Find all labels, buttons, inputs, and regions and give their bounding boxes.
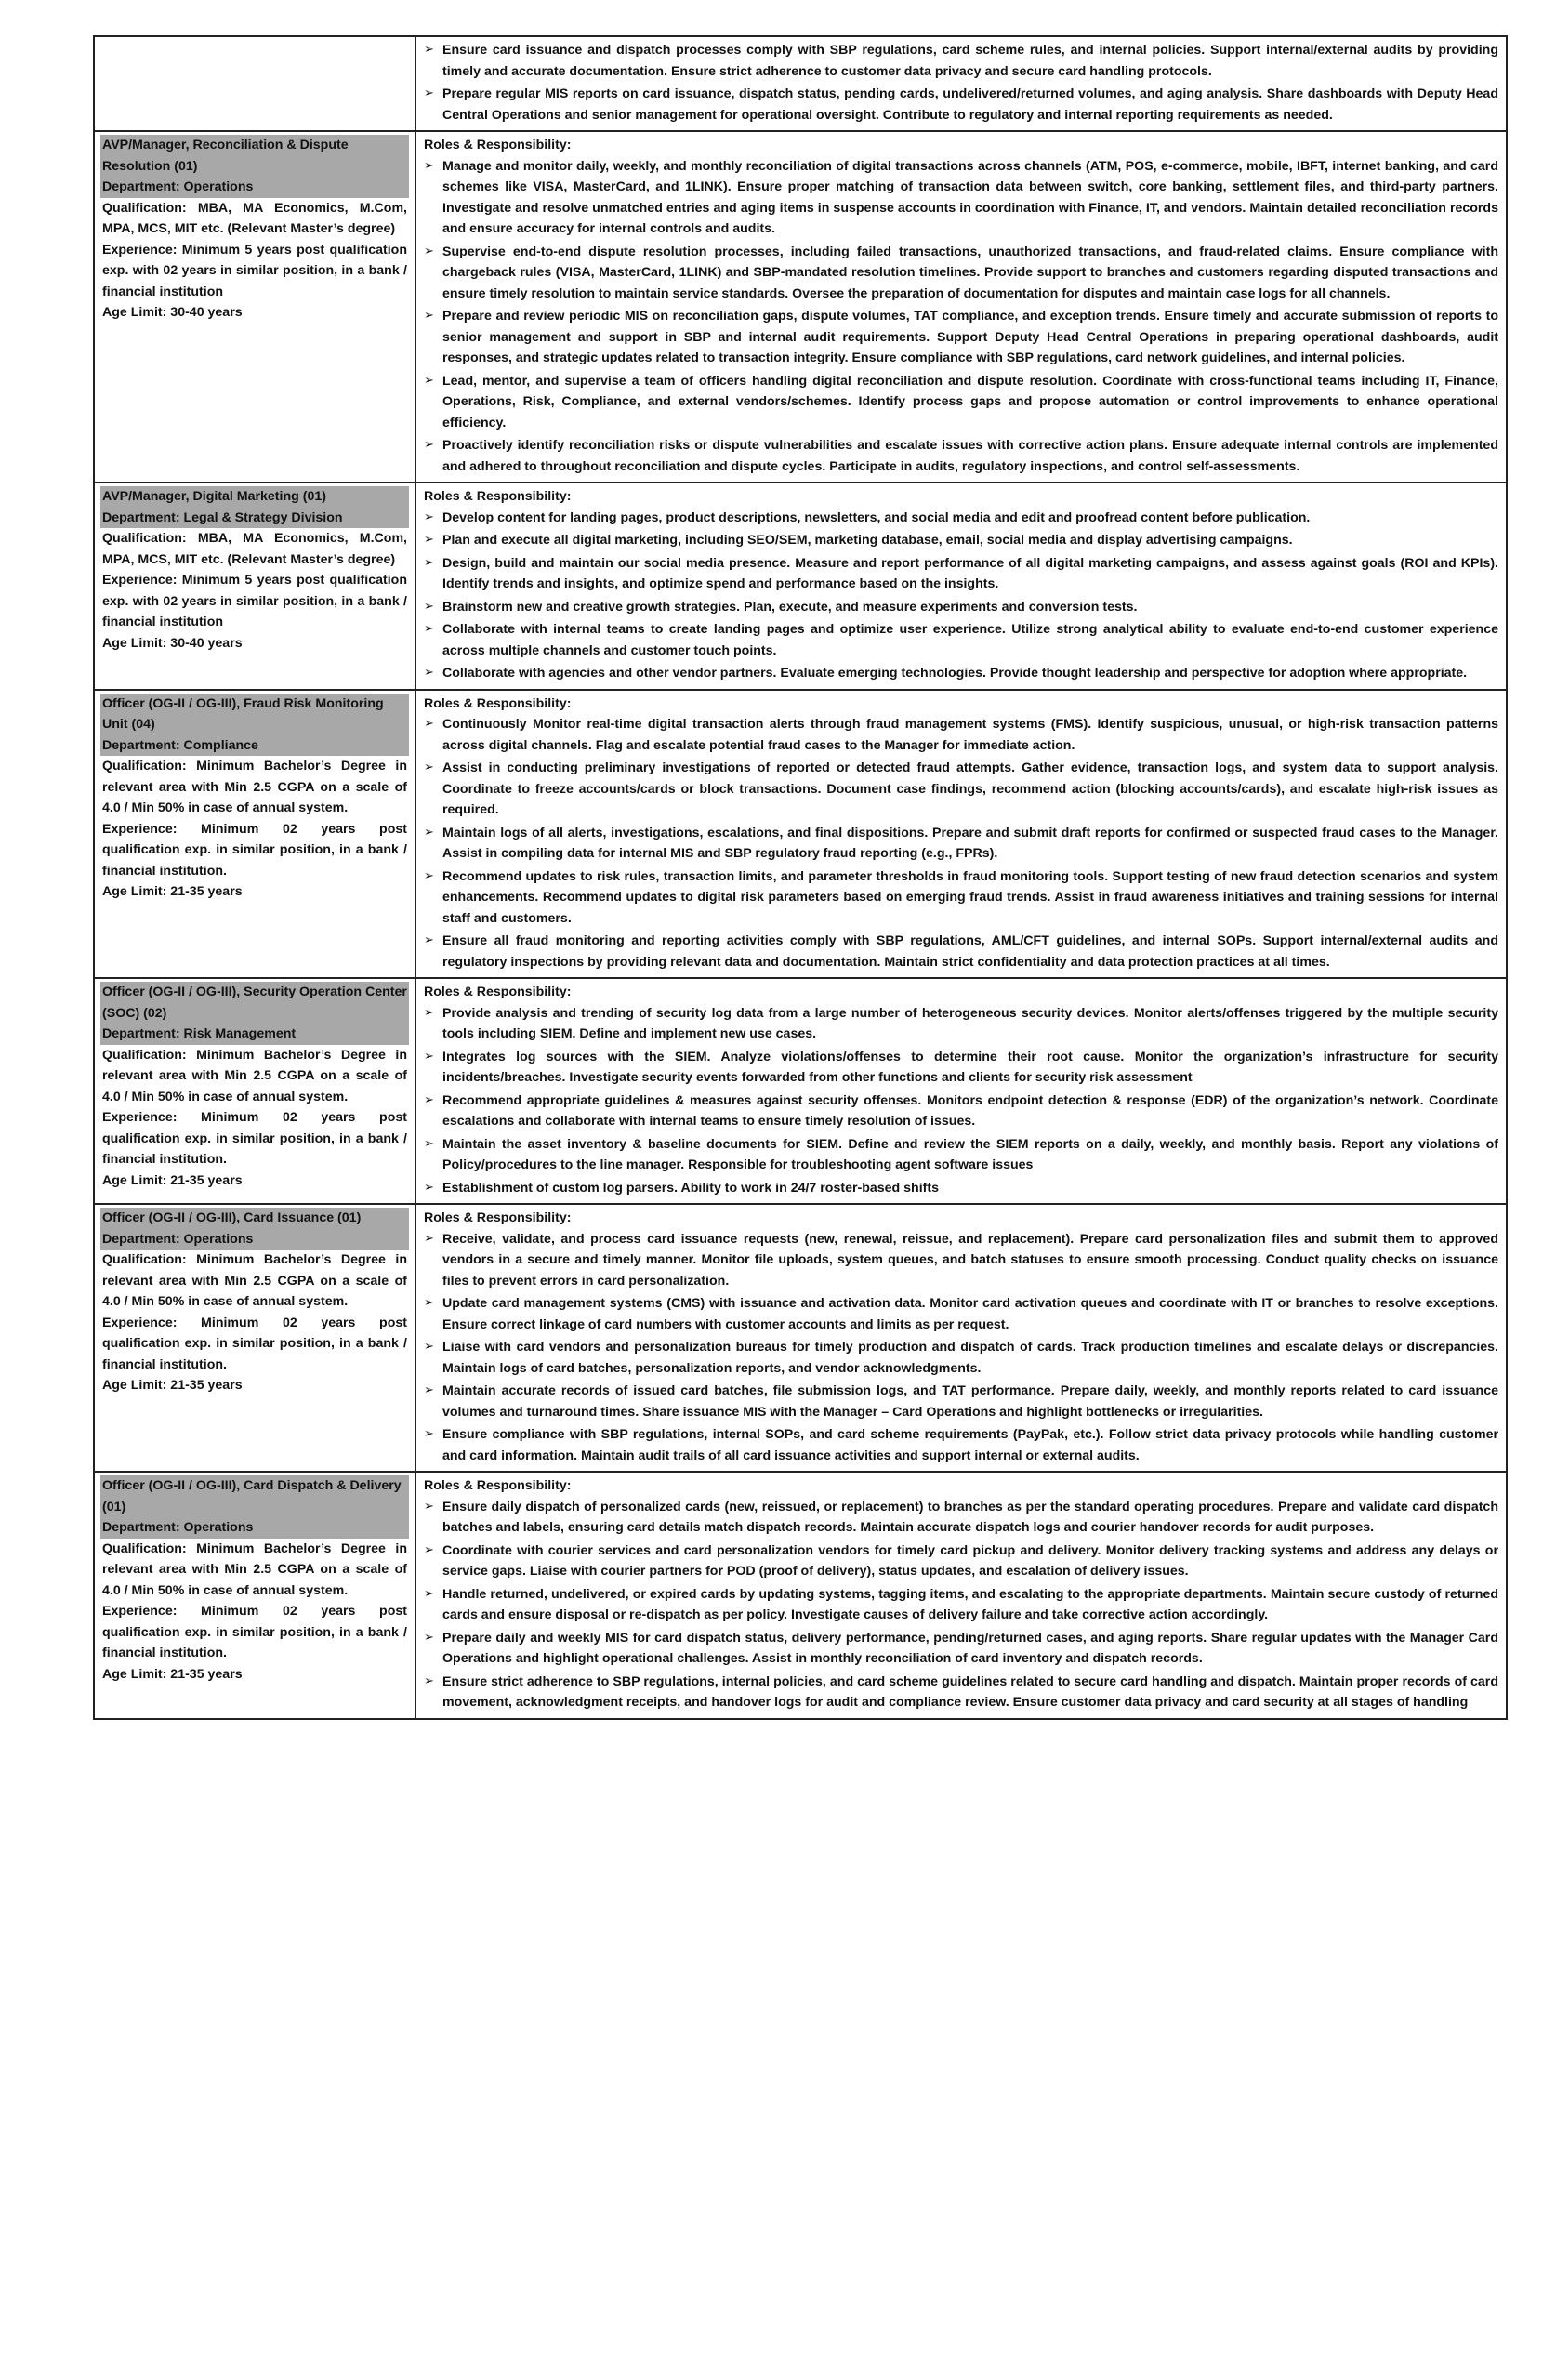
qualification-text: Qualification: MBA, MA Economics, M.Com, MPA, MCS, MIT etc. (Relevant Master’s degree) xyxy=(102,531,407,567)
arrow-bullet-icon: ➢ xyxy=(424,555,434,570)
duty-text: Liaise with card vendors and personalization bureaus for timely production and dispatch of cards. Track production timelines and escalate delays or discrepancies. Maintain logs of card batches, personalization reports, and vendor acknowledgments. xyxy=(442,1340,1498,1376)
arrow-bullet-icon: ➢ xyxy=(424,1630,434,1645)
duty-item xyxy=(424,1540,1498,1582)
responsibilities-cell xyxy=(415,978,1507,1204)
duties-list xyxy=(424,508,1498,684)
duty-text: Maintain the asset inventory & baseline documents for SIEM. Define and review the SIEM reports on a daily, weekly, and monthly basis. Report any violations of Policy/procedures to the line manager. Responsible for troubleshooting agent software issues xyxy=(442,1136,1498,1172)
duty-text: Establishment of custom log parsers. Ability to work in 24/7 roster-based shifts xyxy=(442,1180,939,1196)
duty-item xyxy=(424,663,1498,684)
arrow-bullet-icon: ➢ xyxy=(424,1180,434,1195)
duty-text: Recommend appropriate guidelines & measures against security offenses. Monitors endpoint detection & response (EDR) of the organization’s network. Coordinate escalations and collaborate with internal teams to ensure timely resolution of issues. xyxy=(442,1092,1498,1129)
arrow-bullet-icon: ➢ xyxy=(424,825,434,840)
duty-text: Collaborate with internal teams to create landing pages and optimize user experience. Utilize strong analytical ability to evaluate end-to-end customer experience across multiple channels and customer touch points. xyxy=(442,622,1498,658)
position-summary-cell xyxy=(94,1204,415,1472)
duty-text: Ensure card issuance and dispatch processes comply with SBP regulations, card scheme rules, and internal policies. Support internal/external audits by providing timely and accurate documentation. Ensure strict adherence to customer data privacy and secure card handling protocols. xyxy=(442,43,1498,79)
age-limit-text: Age Limit: 21-35 years xyxy=(102,1378,243,1393)
duty-text: Ensure strict adherence to SBP regulations, internal policies, and card scheme guidelines related to secure card handling and dispatch. Maintain proper records of card movement, acknowledgment receipts, and handover logs for audit and compliance review. Ensure customer data privacy and card security at all stages of handling xyxy=(442,1673,1498,1710)
arrow-bullet-icon: ➢ xyxy=(424,1340,434,1354)
arrow-bullet-icon: ➢ xyxy=(424,760,434,774)
arrow-bullet-icon: ➢ xyxy=(424,933,434,947)
qualification-text: Qualification: MBA, MA Economics, M.Com, MPA, MCS, MIT etc. (Relevant Master’s degree) xyxy=(102,200,407,236)
arrow-bullet-icon: ➢ xyxy=(424,1136,434,1151)
roles-heading: Roles & Responsibility: xyxy=(424,1210,572,1225)
duty-text: Supervise end-to-end dispute resolution processes, including failed transactions, unauthorized transactions, and fraud-related claims. Ensure compliance with chargeback rules (VISA, MasterCard, 1LINK) and SBP-mandated resolution timelines. Provide support to branches and customers regarding disputed transactions and ensure timely resolution to maintain service standards. Oversee the preparation of documentation for disputes and maintain case logs for all channels. xyxy=(442,244,1498,301)
job-row xyxy=(94,690,1507,979)
position-title: AVP/Manager, Digital Marketing (01) xyxy=(100,486,409,508)
duty-item xyxy=(424,40,1498,82)
qualification-text: Qualification: Minimum Bachelor’s Degree in relevant area with Min 2.5 CGPA on a scale of 4.0 / Min 50% in case of annual system. xyxy=(102,759,407,815)
duty-text: Brainstorm new and creative growth strategies. Plan, execute, and measure experiments and conversion tests. xyxy=(442,599,1138,615)
duty-text: Maintain accurate records of issued card batches, file submission logs, and TAT performance. Prepare daily, weekly, and monthly reports related to card issuance volumes and turnaround times. Share issuance MIS with the Manager – Card Operations and highlight bottlenecks or irregularities. xyxy=(442,1383,1498,1420)
responsibilities-cell xyxy=(415,36,1507,131)
qualification-text: Qualification: Minimum Bachelor’s Degree in relevant area with Min 2.5 CGPA on a scale of 4.0 / Min 50% in case of annual system. xyxy=(102,1047,407,1104)
duty-text: Lead, mentor, and supervise a team of officers handling digital reconciliation and dispute resolution. Coordinate with cross-functional teams including IT, Finance, Operations, Risk, Compliance, and external vendors/schemes. Identify process gaps and propose automation or control improvements to enhance operational efficiency. xyxy=(442,373,1498,430)
arrow-bullet-icon: ➢ xyxy=(424,43,434,57)
arrow-bullet-icon: ➢ xyxy=(424,309,434,323)
position-summary-cell xyxy=(94,1472,415,1719)
arrow-bullet-icon: ➢ xyxy=(424,1542,434,1557)
department-label: Department: Compliance xyxy=(100,735,409,757)
duty-text: Ensure daily dispatch of personalized cards (new, reissued, or replacement) to branches as per the standard operating procedures. Prepare and validate card dispatch batches and labels, ensuring card details match dispatch records. Maintain accurate dispatch logs and courier handover records for audit purposes. xyxy=(442,1499,1498,1535)
arrow-bullet-icon: ➢ xyxy=(424,438,434,452)
duty-text: Recommend updates to risk rules, transaction limits, and parameter thresholds in fraud monitoring tools. Support testing of new fraud detection scenarios and system enhancements. Recommend updates to digital risk parameters based on emerging fraud trends. Assist in fraud awareness initiatives and training sessions for internal staff and customers. xyxy=(442,868,1498,926)
job-row xyxy=(94,978,1507,1204)
experience-text: Experience: Minimum 5 years post qualification exp. with 02 years in similar position, in a bank / financial institution xyxy=(102,573,407,629)
duty-text: Integrates log sources with the SIEM. Analyze violations/offenses to determine their root cause. Monitor the organization’s infrastructure for security incidents/breaches. Investigate security events forwarded from other functions and clients for security risk assessment xyxy=(442,1049,1498,1085)
duty-item xyxy=(424,866,1498,930)
duty-text: Update card management systems (CMS) with issuance and activation data. Monitor card activation queues and coordinate with IT or branches to resolve exceptions. Ensure correct linkage of card numbers with customer accounts and limits as per request. xyxy=(442,1296,1498,1332)
duty-item xyxy=(424,1134,1498,1176)
duty-item xyxy=(424,553,1498,595)
arrow-bullet-icon: ➢ xyxy=(424,533,434,547)
duty-item xyxy=(424,1672,1498,1713)
arrow-bullet-icon: ➢ xyxy=(424,1673,434,1688)
duty-item xyxy=(424,619,1498,661)
duty-item xyxy=(424,714,1498,756)
duties-list xyxy=(424,156,1498,478)
responsibilities-cell xyxy=(415,483,1507,690)
duties-list xyxy=(424,1003,1498,1199)
duty-item xyxy=(424,1229,1498,1292)
arrow-bullet-icon: ➢ xyxy=(424,868,434,883)
duty-item xyxy=(424,1178,1498,1199)
duty-text: Proactively identify reconciliation risks or dispute vulnerabilities and escalate issues with corrective action plans. Ensure adequate internal controls are implemented and adhered to throughout reconciliation and dispute cycles. Participate in audits, regulatory inspections, and control self-assessments. xyxy=(442,438,1498,474)
responsibilities-cell xyxy=(415,690,1507,979)
duties-list xyxy=(424,1229,1498,1467)
duty-text: Handle returned, undelivered, or expired cards by updating systems, tagging items, and escalating to the appropriate departments. Maintain secure custody of returned cards and ensure disposal or re-dispatch as per policy. Investigate causes of delivery failure and take corrective action accordingly. xyxy=(442,1586,1498,1622)
position-title: Officer (OG-II / OG-III), Card Issuance (01) xyxy=(100,1208,409,1229)
experience-text: Experience: Minimum 02 years post qualification exp. in similar position, in a bank / financial institution. xyxy=(102,1315,407,1372)
duties-list xyxy=(424,40,1498,126)
document-page xyxy=(93,35,1506,1720)
roles-heading: Roles & Responsibility: xyxy=(424,985,572,999)
duty-item xyxy=(424,1497,1498,1539)
duty-item xyxy=(424,931,1498,972)
duty-item xyxy=(424,306,1498,369)
duty-text: Receive, validate, and process card issuance requests (new, renewal, reissue, and replacement). Prepare card personalization files and submit them to approved vendors in a secure and timely manner. Monitor file uploads, system queues, and batch statuses to ensure smooth processing. Conduct quality checks on issuance files to prevent errors in card personalization. xyxy=(442,1231,1498,1289)
duty-item xyxy=(424,597,1498,618)
arrow-bullet-icon: ➢ xyxy=(424,622,434,636)
duty-item xyxy=(424,758,1498,821)
department-label: Department: Operations xyxy=(100,177,409,198)
arrow-bullet-icon: ➢ xyxy=(424,1499,434,1514)
arrow-bullet-icon: ➢ xyxy=(424,1296,434,1310)
experience-text: Experience: Minimum 02 years post qualification exp. in similar position, in a bank / financial institution. xyxy=(102,1110,407,1167)
duty-text: Assist in conducting preliminary investigations of reported or detected fraud attempts. Gather evidence, transaction logs, and system data to support analysis. Coordinate to freeze accounts/cards or block transactions. Document case findings, recommend action (blocking accounts/cards), and escalate high-risk issues as required. xyxy=(442,760,1498,817)
age-limit-text: Age Limit: 30-40 years xyxy=(102,305,243,320)
job-row xyxy=(94,36,1507,131)
duty-item xyxy=(424,1381,1498,1422)
duty-item xyxy=(424,84,1498,126)
department-label: Department: Risk Management xyxy=(100,1024,409,1045)
department-label: Department: Operations xyxy=(100,1229,409,1250)
duty-text: Coordinate with courier services and card personalization vendors for timely card pickup and delivery. Monitor delivery tracking systems and address any delays or service gaps. Liaise with courier partners for POD (proof of delivery), status updates, and escalation of delivery issues. xyxy=(442,1542,1498,1579)
arrow-bullet-icon: ➢ xyxy=(424,244,434,258)
position-title: AVP/Manager, Reconciliation & Dispute Resolution (01) xyxy=(100,135,409,177)
duty-item xyxy=(424,1628,1498,1670)
job-positions-table xyxy=(93,35,1508,1720)
arrow-bullet-icon: ➢ xyxy=(424,1005,434,1020)
position-title: Officer (OG-II / OG-III), Fraud Risk Monitoring Unit (04) xyxy=(100,694,409,735)
arrow-bullet-icon: ➢ xyxy=(424,158,434,173)
duty-item xyxy=(424,1293,1498,1335)
qualification-text: Qualification: Minimum Bachelor’s Degree in relevant area with Min 2.5 CGPA on a scale of 4.0 / Min 50% in case of annual system. xyxy=(102,1252,407,1309)
duty-item xyxy=(424,1584,1498,1626)
responsibilities-cell xyxy=(415,1204,1507,1472)
duty-item xyxy=(424,530,1498,551)
arrow-bullet-icon: ➢ xyxy=(424,1092,434,1107)
duty-item xyxy=(424,823,1498,865)
roles-heading: Roles & Responsibility: xyxy=(424,489,572,504)
job-row xyxy=(94,483,1507,690)
position-summary-cell xyxy=(94,483,415,690)
duty-text: Provide analysis and trending of security log data from a large number of heterogeneous security devices. Monitor alerts/offenses triggered by the multiple security tools including SIEM. Define and implement new use cases. xyxy=(442,1005,1498,1041)
position-summary-cell xyxy=(94,131,415,483)
position-summary-cell xyxy=(94,978,415,1204)
duty-text: Ensure compliance with SBP regulations, internal SOPs, and card scheme requirements (PayPak, etc.). Follow strict data privacy protocols while handling customer and card information. Maintain audit trails of all card issuance activities and support internal or external audits. xyxy=(442,1427,1498,1463)
arrow-bullet-icon: ➢ xyxy=(424,599,434,614)
roles-heading: Roles & Responsibility: xyxy=(424,1478,572,1493)
roles-heading: Roles & Responsibility: xyxy=(424,695,572,711)
position-summary-cell xyxy=(94,36,415,131)
duty-item xyxy=(424,242,1498,305)
duties-list xyxy=(424,1497,1498,1713)
experience-text: Experience: Minimum 5 years post qualification exp. with 02 years in similar position, in a bank / financial institution xyxy=(102,242,407,299)
duty-text: Prepare and review periodic MIS on reconciliation gaps, dispute volumes, TAT compliance, and exception trends. Ensure timely and accurate submission of reports to senior management and support in SBP and internal audit requirements. Support Deputy Head Central Operations in preparing operational dashboards, audit responses, and strategic updates related to transaction integrity. Ensure compliance with SBP regulations, card network guidelines, and internal policies. xyxy=(442,309,1498,365)
department-label: Department: Legal & Strategy Division xyxy=(100,508,409,529)
duty-item xyxy=(424,1091,1498,1132)
position-title: Officer (OG-II / OG-III), Security Operation Center (SOC) (02) xyxy=(100,982,409,1024)
duty-text: Maintain logs of all alerts, investigations, escalations, and final dispositions. Prepare and submit draft reports for confirmed or suspected fraud cases to the Manager. Assist in compiling data for internal MIS and SBP regulatory fraud reporting (e.g., FPRs). xyxy=(442,825,1498,861)
duty-item xyxy=(424,508,1498,529)
duty-item xyxy=(424,1337,1498,1379)
experience-text: Experience: Minimum 02 years post qualification exp. in similar position, in a bank / financial institution. xyxy=(102,821,407,879)
duty-item xyxy=(424,435,1498,477)
qualification-text: Qualification: Minimum Bachelor’s Degree in relevant area with Min 2.5 CGPA on a scale of 4.0 / Min 50% in case of annual system. xyxy=(102,1540,407,1598)
duty-item xyxy=(424,156,1498,240)
arrow-bullet-icon: ➢ xyxy=(424,1383,434,1397)
arrow-bullet-icon: ➢ xyxy=(424,1427,434,1441)
duty-item xyxy=(424,1047,1498,1089)
duty-text: Prepare daily and weekly MIS for card dispatch status, delivery performance, pending/returned cases, and aging reports. Share regular updates with the Manager Card Operations and highlight operational challenges. Assist in monthly reconciliation of card inventory and dispatch records. xyxy=(442,1630,1498,1666)
duty-item xyxy=(424,1424,1498,1466)
arrow-bullet-icon: ➢ xyxy=(424,1049,434,1064)
job-row xyxy=(94,1204,1507,1472)
duty-text: Prepare regular MIS reports on card issuance, dispatch status, pending cards, undelivered/returned volumes, and aging analysis. Share dashboards with Deputy Head Central Operations and senior management for operational oversight. Contribute to regulatory and internal reporting requirements as needed. xyxy=(442,86,1498,123)
experience-text: Experience: Minimum 02 years post qualification exp. in similar position, in a bank / financial institution. xyxy=(102,1604,407,1660)
position-title: Officer (OG-II / OG-III), Card Dispatch & Delivery (01) xyxy=(100,1475,409,1517)
duty-text: Manage and monitor daily, weekly, and monthly reconciliation of digital transactions across channels (ATM, POS, e-commerce, mobile, IBFT, internet banking, and card schemes like VISA, MasterCard, and 1LINK). Ensure proper matching of transaction data between switch, core banking, settlement files, and third-party partners. Investigate and resolve unmatched entries and aging items in suspense accounts in coordination with Finance, IT, and vendors. Maintain detailed reconciliation records and ensure accuracy for internal controls and audits. xyxy=(442,158,1498,236)
position-summary-cell xyxy=(94,690,415,979)
duty-text: Design, build and maintain our social media presence. Measure and report performance of all digital marketing campaigns, and assess against goals (ROI and KPIs). Identify trends and insights, and optimize spend and performance based on the insights. xyxy=(442,555,1498,591)
job-rows xyxy=(94,36,1507,1719)
duties-list xyxy=(424,714,1498,972)
department-label: Department: Operations xyxy=(100,1517,409,1539)
age-limit-text: Age Limit: 21-35 years xyxy=(102,884,243,899)
duty-text: Plan and execute all digital marketing, including SEO/SEM, marketing database, email, social media and display advertising campaigns. xyxy=(442,533,1293,548)
duty-text: Develop content for landing pages, product descriptions, newsletters, and social media and edit and proofread content before publication. xyxy=(442,509,1311,525)
responsibilities-cell xyxy=(415,1472,1507,1719)
arrow-bullet-icon: ➢ xyxy=(424,373,434,388)
arrow-bullet-icon: ➢ xyxy=(424,666,434,680)
arrow-bullet-icon: ➢ xyxy=(424,86,434,100)
arrow-bullet-icon: ➢ xyxy=(424,509,434,524)
duty-item xyxy=(424,1003,1498,1045)
age-limit-text: Age Limit: 30-40 years xyxy=(102,635,243,651)
duty-item xyxy=(424,371,1498,434)
responsibilities-cell xyxy=(415,131,1507,483)
duty-text: Collaborate with agencies and other vendor partners. Evaluate emerging technologies. Provide thought leadership and perspective for adoption where appropriate. xyxy=(442,666,1468,681)
duty-text: Ensure all fraud monitoring and reporting activities comply with SBP regulations, AML/CFT guidelines, and internal SOPs. Support internal/external audits and regulatory inspections by providing relevant data and documentation. Maintain strict confidentiality and data protection practices at all times. xyxy=(442,933,1498,970)
arrow-bullet-icon: ➢ xyxy=(424,1231,434,1246)
roles-heading: Roles & Responsibility: xyxy=(424,138,572,152)
job-row xyxy=(94,1472,1507,1719)
age-limit-text: Age Limit: 21-35 years xyxy=(102,1172,243,1188)
arrow-bullet-icon: ➢ xyxy=(424,1586,434,1601)
age-limit-text: Age Limit: 21-35 years xyxy=(102,1666,243,1682)
duty-text: Continuously Monitor real-time digital transaction alerts through fraud management systems (FMS). Identify suspicious, unusual, or high-risk transaction patterns across digital channels. Flag and escalate potential fraud cases to the Manager for immediate action. xyxy=(442,717,1498,753)
arrow-bullet-icon: ➢ xyxy=(424,717,434,731)
job-row xyxy=(94,131,1507,483)
